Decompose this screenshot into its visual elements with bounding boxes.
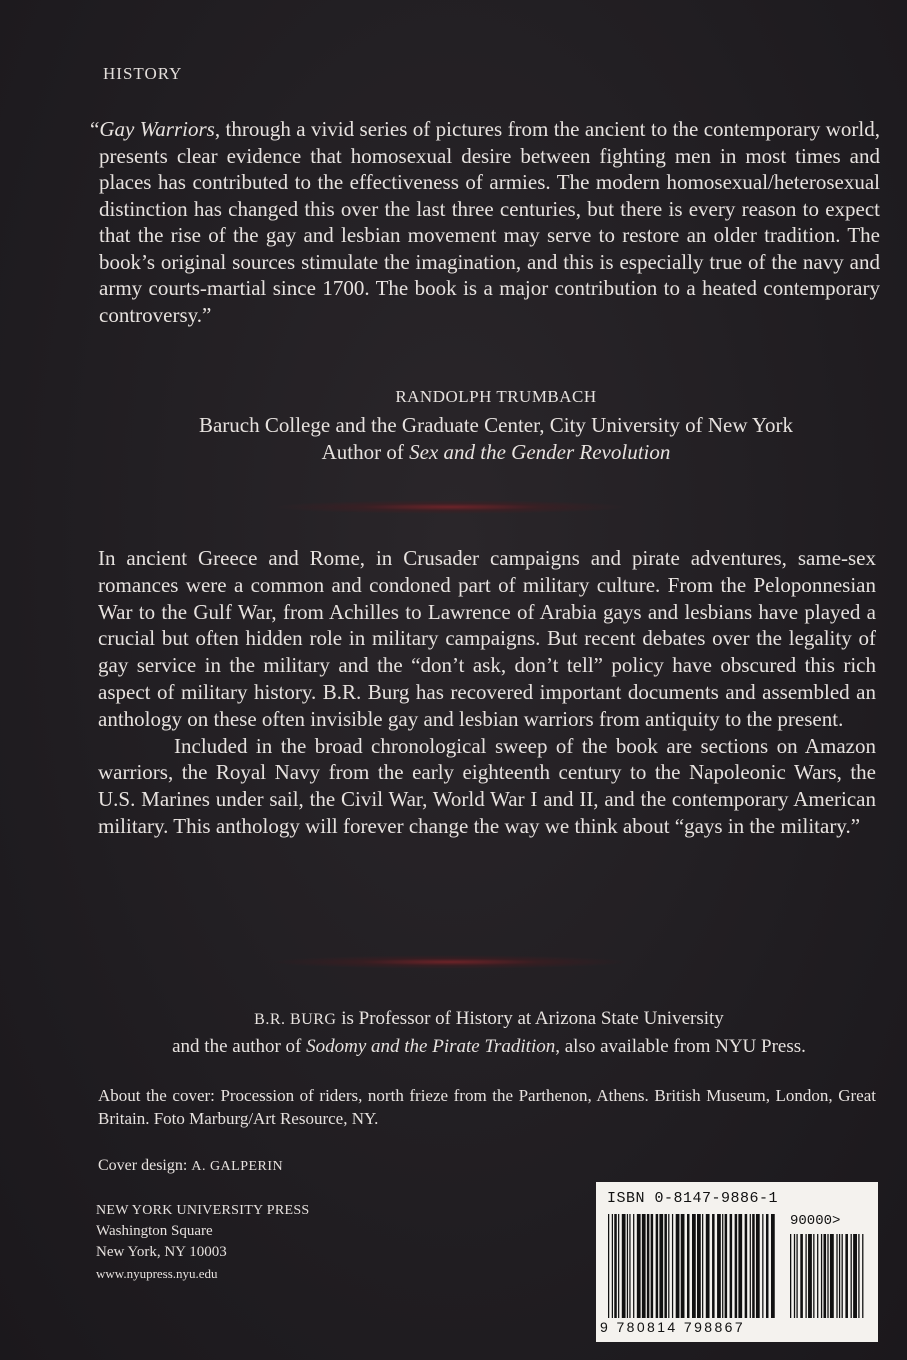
author-bio-line-2	[98, 1033, 880, 1060]
barcode-bar	[656, 1214, 659, 1318]
barcode-bar	[608, 1214, 609, 1318]
endorser-book-title: Sex and the Gender Revolution	[409, 440, 671, 464]
barcode-bar	[796, 1234, 797, 1318]
publisher-address-2: New York, NY 10003	[96, 1244, 227, 1260]
description-paragraph-1: In ancient Greece and Rome, in Crusader campaigns and pirate adventures, same-sex romances were a common and condoned part of military culture. From the Peloponnesian War to the Gulf War, from Achilles to Lawrence of Arabia gays and lesbians have played a crucial but often hidden role in military campaigns. But recent debates over the legality of gay service in the military and the “don’t ask, don’t tell” policy have obscured this rich aspect of military history. B.R. Burg has recovered important documents and assembled an anthology on these often invisible gay and lesbian warriors from antiquity to the present.	[98, 546, 876, 731]
cover-designer-name: A. GALPERIN	[191, 1159, 284, 1174]
description-paragraph-2: Included in the broad chronological sweep of the book are sections on Amazon warriors, the Royal Navy from the early eighteenth century to the Napoleonic Wars, the U.S. Marines under sail, the Civil War, World War I and II, and the contemporary American military. This anthology will forever change the way we think about “gays in the military.”	[98, 733, 876, 838]
barcode-bar	[842, 1234, 843, 1318]
ornamental-divider	[270, 955, 630, 969]
barcode-bar	[681, 1214, 685, 1318]
barcode-bar	[805, 1234, 806, 1318]
barcode-bar	[730, 1214, 733, 1318]
barcode-bar	[813, 1234, 814, 1318]
barcode-bar	[672, 1214, 673, 1318]
barcode-bar	[717, 1214, 721, 1318]
barcode-bar	[839, 1234, 840, 1318]
ean-number: 9 780814 798867	[600, 1319, 745, 1335]
publisher-url: www.nyupress.nyu.edu	[96, 1266, 218, 1281]
barcode-bar	[817, 1234, 818, 1318]
endorser-credit-prefix: Author of	[321, 440, 410, 464]
barcode-bar	[676, 1214, 680, 1318]
barcode-bar	[827, 1234, 828, 1318]
about-the-cover: About the cover: Procession of riders, north frieze from the Parthenon, Athens. British Museum, London, Great Britain. Foto Marburg/Art Resource, NY.	[98, 1086, 876, 1128]
endorser-affiliation: Baruch College and the Graduate Center, City University of New York	[198, 413, 794, 437]
barcode-bar	[633, 1214, 634, 1318]
quote-open-mark: “	[90, 117, 100, 141]
barcode-bar	[762, 1214, 763, 1318]
author-bio-line-1	[98, 1005, 880, 1033]
barcode-bar	[697, 1214, 701, 1318]
barcode-bar	[612, 1214, 613, 1318]
barcode-bar	[750, 1214, 751, 1318]
barcode-bar	[745, 1214, 748, 1318]
barcode-bar	[687, 1214, 690, 1318]
category-label: HISTORY	[103, 64, 183, 83]
author-name: B.R. BURG	[254, 1011, 337, 1028]
barcode-bar	[738, 1214, 742, 1318]
author-bio-suffix: , also available from NYU Press.	[555, 1036, 806, 1057]
barcode-bar	[722, 1214, 723, 1318]
book-description	[98, 545, 876, 840]
barcode-bar	[800, 1234, 803, 1318]
barcode-bar	[725, 1214, 728, 1318]
ean-barcode-bars	[608, 1214, 775, 1318]
publisher-name: NEW YORK UNIVERSITY PRESS	[96, 1203, 310, 1218]
price-barcode-bars	[790, 1234, 863, 1318]
barcode-bar	[629, 1214, 630, 1318]
barcode-bar	[692, 1214, 696, 1318]
barcode-bar	[668, 1214, 669, 1318]
barcode-bar	[706, 1214, 710, 1318]
barcode-bar	[651, 1214, 654, 1318]
barcode-bar	[647, 1214, 650, 1318]
endorser-credit	[90, 440, 902, 465]
barcode-bar	[853, 1234, 857, 1318]
barcode-bar	[771, 1214, 775, 1318]
barcode-bar	[618, 1214, 619, 1318]
isbn-number: ISBN 0-8147-9886-1	[607, 1190, 779, 1207]
barcode-bar	[642, 1214, 646, 1318]
endorsement-quote	[90, 116, 880, 328]
barcode-bar	[614, 1214, 617, 1318]
author-bio-text: is Professor of History at Arizona State University	[336, 1008, 724, 1029]
barcode-bar	[851, 1234, 852, 1318]
barcode-bar	[735, 1214, 738, 1318]
barcode-bar	[659, 1214, 663, 1318]
author-bio-prefix: and the author of	[172, 1036, 307, 1057]
barcode-bars	[596, 1182, 878, 1342]
barcode-bar	[637, 1214, 641, 1318]
cover-design-label: Cover design:	[98, 1157, 192, 1174]
barcode-bar	[794, 1234, 795, 1318]
barcode-bar	[790, 1234, 791, 1318]
barcode-bar	[702, 1214, 703, 1318]
barcode-bar	[622, 1214, 626, 1318]
barcode-bar	[712, 1214, 715, 1318]
quote-book-title: Gay Warriors	[99, 117, 215, 141]
barcode-bar	[664, 1214, 667, 1318]
barcode-bar	[836, 1234, 837, 1318]
barcode-bar	[845, 1234, 848, 1318]
quote-text: , through a vivid series of pictures from the ancient to the contemporary world, presents clear evidence that homosexual desire between fighting men in most times and places has contributed to the effectiveness of armies. The modern homosexual/heterosexual distinction has changed this over the last three centuries, but there is every reason to expect that the rise of the gay and lesbian movement may serve to restore an older tradition. The book’s original sources stimulate the imagination, and this is especially true of the navy and army courts-martial since 1700. The book is a major contribution to a heated contemporary controversy.”	[99, 117, 881, 327]
author-bio	[98, 1005, 880, 1060]
barcode-bar	[756, 1214, 760, 1318]
author-book-title: Sodomy and the Pirate Tradition	[306, 1036, 556, 1057]
barcode-bar	[821, 1234, 822, 1318]
barcode-bar	[627, 1214, 628, 1318]
barcode-bar	[752, 1214, 755, 1318]
barcode-bar	[808, 1234, 812, 1318]
barcode-bar	[858, 1234, 859, 1318]
publisher-address-1: Washington Square	[96, 1223, 213, 1239]
price-code: 90000>	[790, 1213, 841, 1229]
barcode-bar	[830, 1234, 834, 1318]
barcode-bar	[766, 1214, 769, 1318]
publisher-block	[96, 1200, 310, 1284]
ornamental-divider	[270, 500, 630, 514]
barcode-bar	[823, 1234, 826, 1318]
isbn-barcode	[596, 1182, 878, 1342]
cover-design-credit	[98, 1157, 283, 1175]
barcode-bar	[862, 1234, 863, 1318]
endorser-name: RANDOLPH TRUMBACH	[395, 387, 597, 406]
